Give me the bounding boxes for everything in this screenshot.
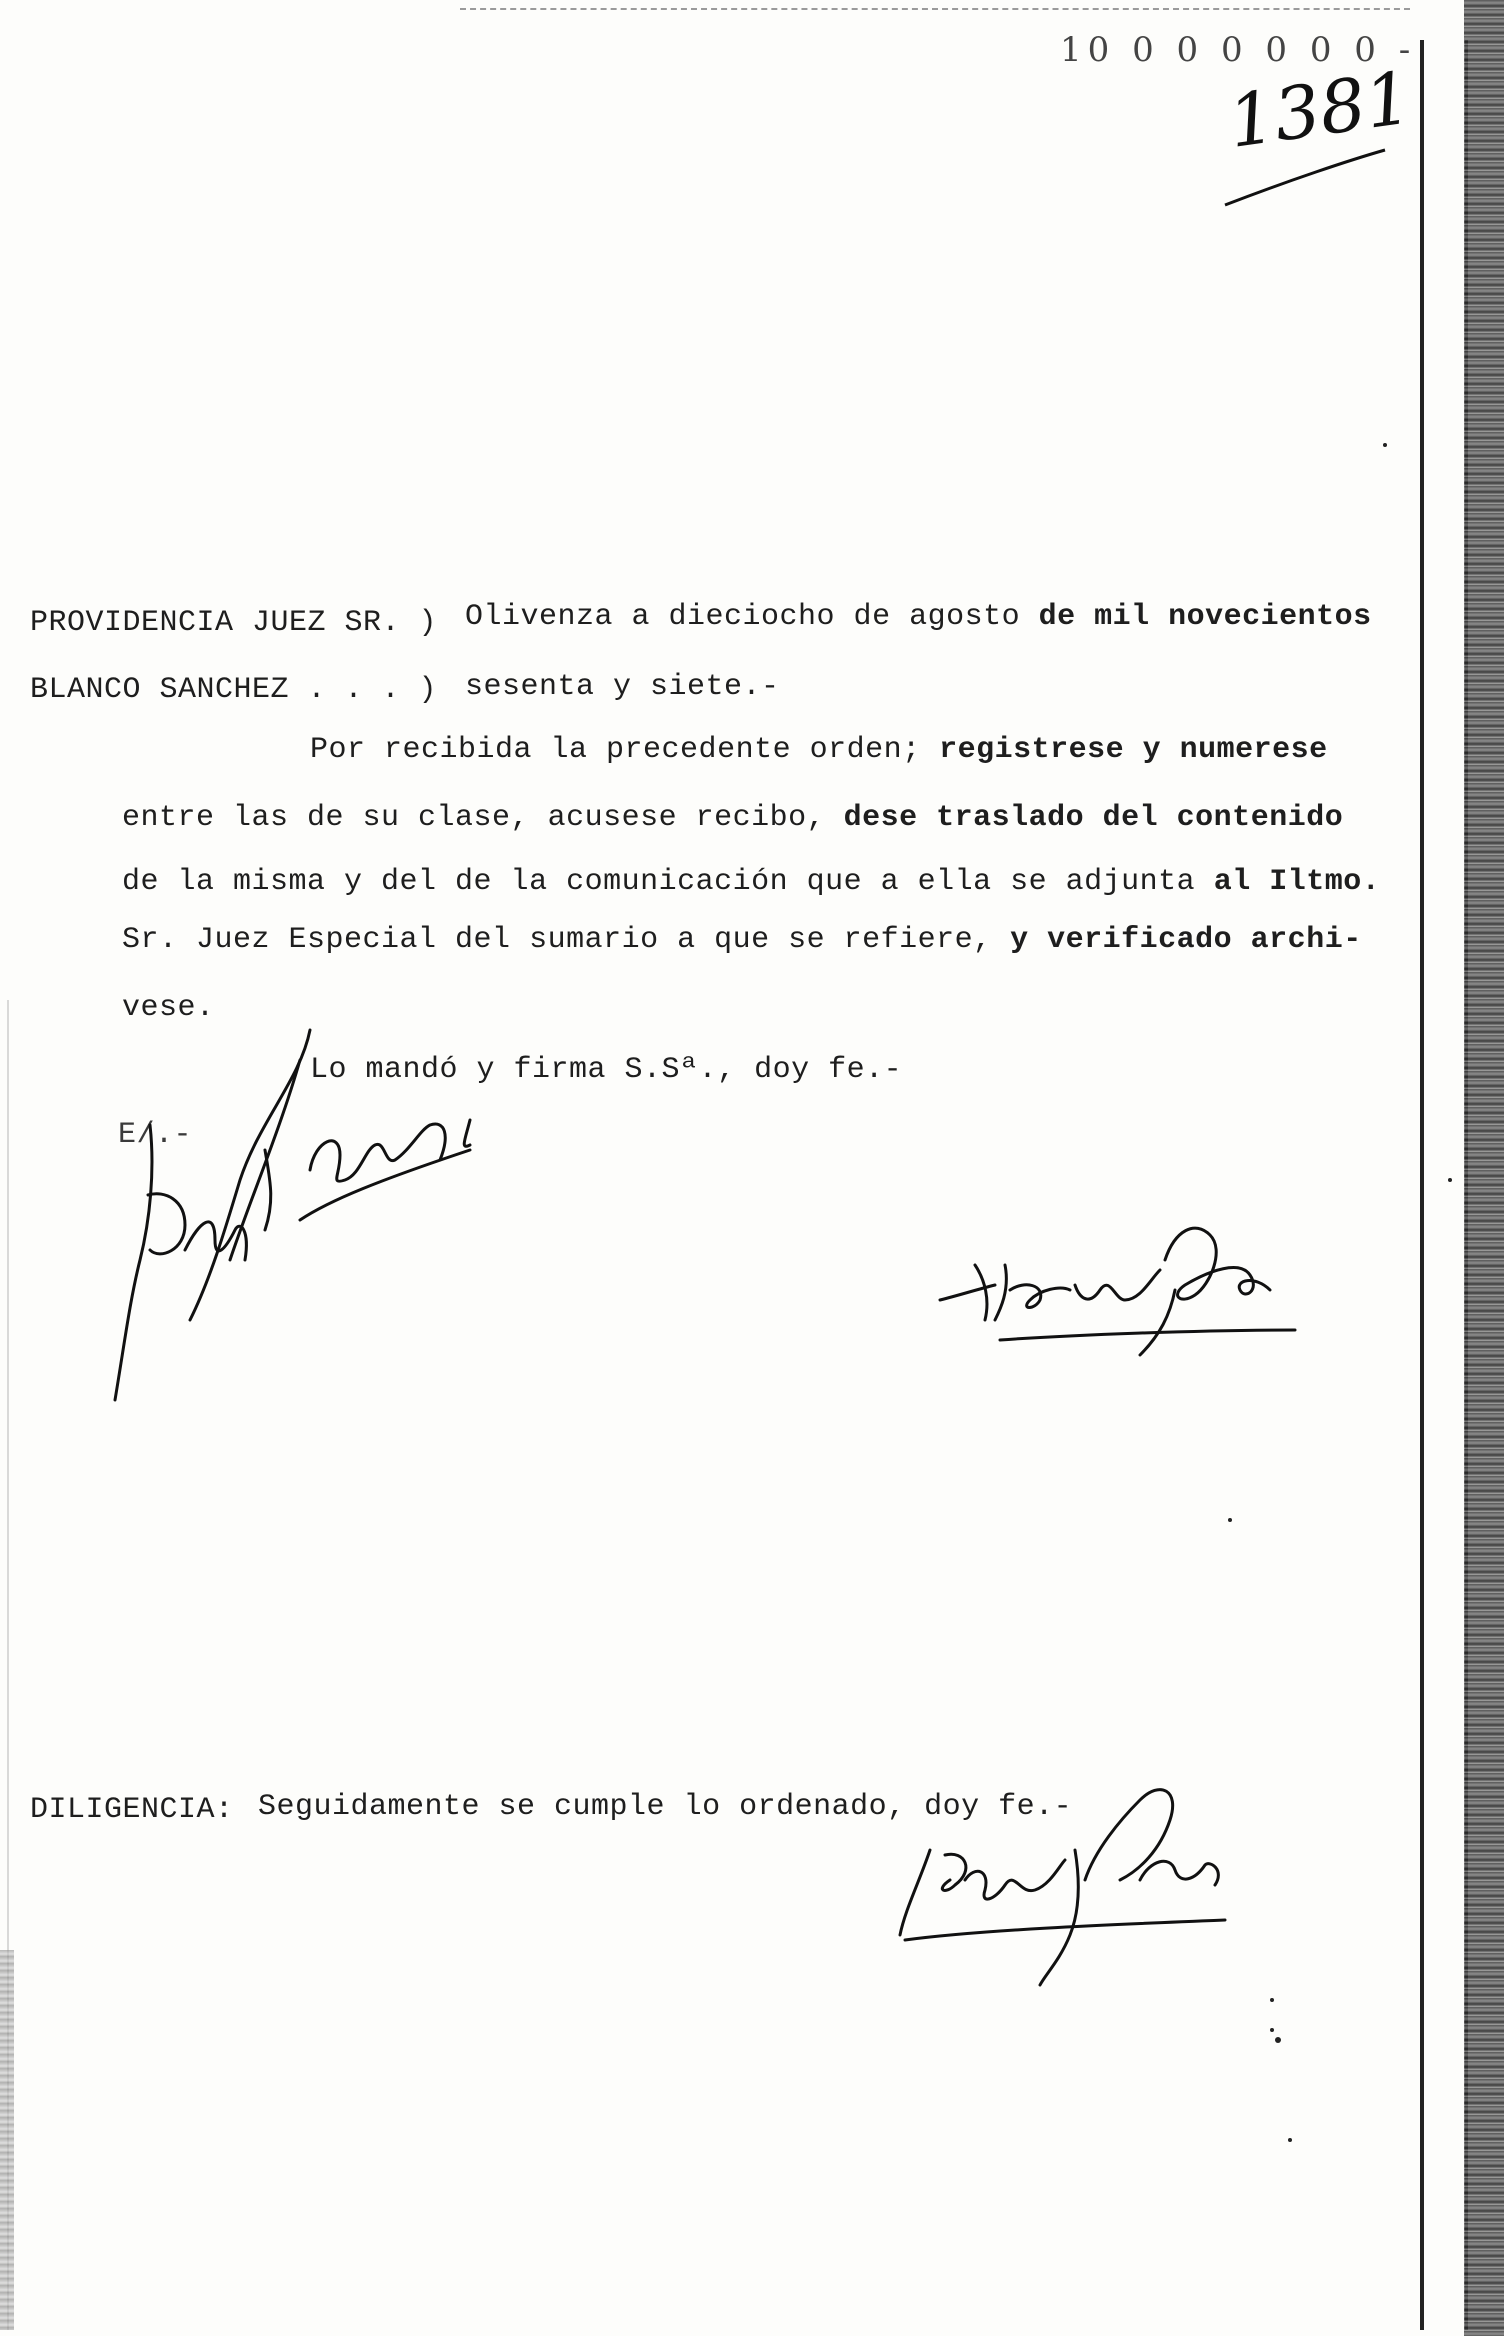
header-left-line-2: BLANCO SANCHEZ . . . ) — [30, 673, 438, 707]
closing-formula: Lo mandó y firma S.Sª., doy fe.- — [310, 1053, 903, 1087]
header-right-line-2: sesenta y siete.- — [465, 670, 780, 704]
signature-prefix: E/.- — [118, 1118, 193, 1152]
body-line-3: de la misma y del de la comunicación que a ella se adjunta al Iltmo. — [122, 865, 1381, 899]
body-line-5: vese. — [122, 991, 215, 1025]
diligencia-text: Seguidamente se cumple lo ordenado, doy fe.- — [258, 1790, 1073, 1824]
folio-underline — [1225, 150, 1385, 205]
body-line-2: entre las de su clase, acusese recibo, dese traslado del contenido — [122, 801, 1344, 835]
body-line-1: Por recibida la precedente orden; registrese y numerese — [310, 733, 1328, 767]
secretary-signature-2 — [900, 1790, 1225, 1985]
header-right-line-1: Olivenza a dieciocho de agosto de mil novecientos — [465, 600, 1372, 634]
scanned-left-edge — [0, 1950, 14, 2330]
secretary-signature-1 — [940, 1228, 1295, 1355]
body-line-4: Sr. Juez Especial del sumario a que se refiere, y verificado archi- — [122, 923, 1362, 957]
scanned-binding-edge — [1464, 0, 1504, 2336]
folio-number: 1381 — [1223, 55, 1417, 164]
margin-specks — [1228, 443, 1452, 2142]
judge-signature — [115, 1030, 470, 1400]
header-left-line-1: PROVIDENCIA JUEZ SR. ) — [30, 606, 438, 640]
folio-stamp-marks: 10 0 0 0 0 0 0 - — [1060, 30, 1417, 70]
diligencia-label: DILIGENCIA: — [30, 1793, 234, 1827]
binding-edge-line — [1420, 40, 1424, 2330]
